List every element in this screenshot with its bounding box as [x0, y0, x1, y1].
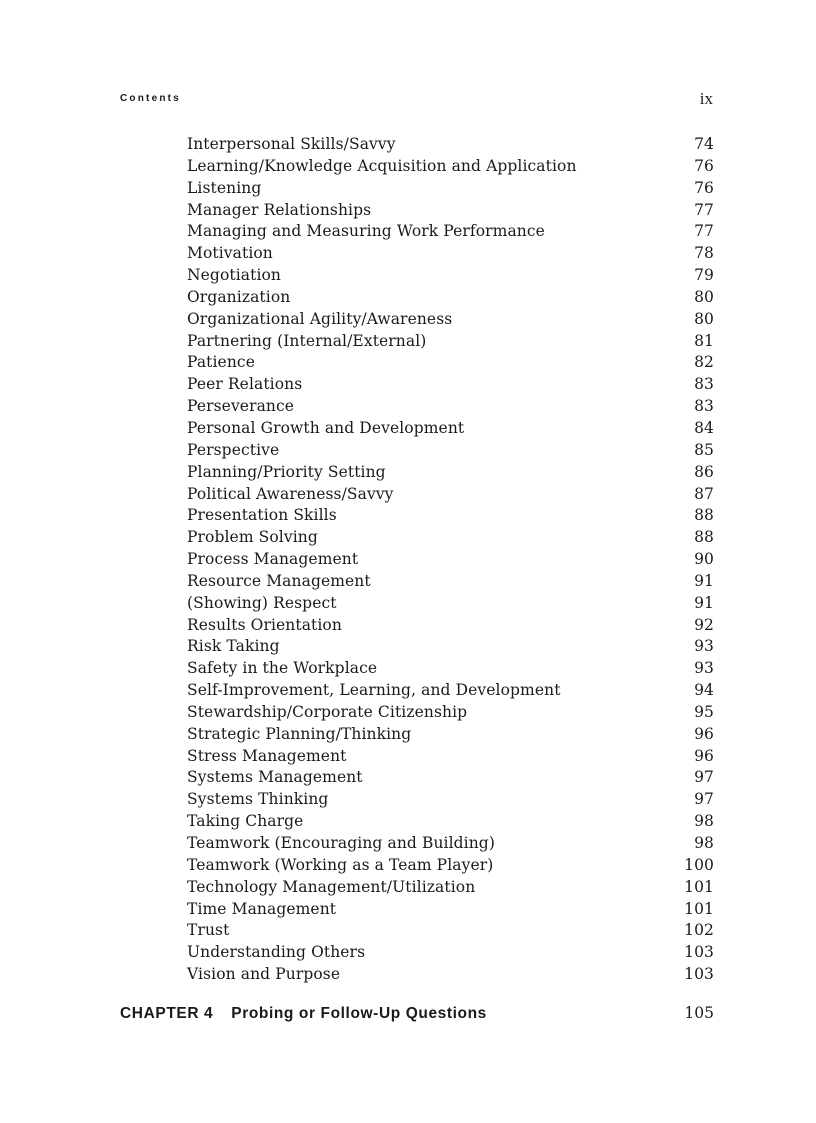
toc-entry-title: Risk Taking: [187, 637, 280, 656]
toc-entry[interactable]: [187, 943, 714, 965]
toc-entry-page: 96: [694, 724, 714, 743]
toc-entry-page: 80: [694, 287, 714, 306]
toc-entry-title: Learning/Knowledge Acquisition and Application: [187, 156, 577, 175]
toc-entry[interactable]: [187, 157, 714, 179]
toc-entry[interactable]: [187, 288, 714, 310]
toc-entry[interactable]: [187, 244, 714, 266]
toc-entry[interactable]: [187, 375, 714, 397]
toc-entry-title: Safety in the Workplace: [187, 659, 378, 678]
toc-entry-page: 84: [694, 418, 714, 437]
toc-entry-title: Manager Relationships: [187, 200, 372, 219]
toc-entry-title: Strategic Planning/Thinking: [187, 724, 412, 743]
chapter-title: Probing or Follow-Up Questions: [231, 1005, 487, 1022]
toc-entry-page: 95: [694, 702, 714, 721]
toc-entry[interactable]: [187, 506, 714, 528]
toc-entry[interactable]: [187, 725, 714, 747]
toc-entry-page: 94: [694, 681, 714, 700]
toc-entry-page: 101: [684, 899, 714, 918]
toc-entry-page: 86: [694, 462, 714, 481]
page-number: ix: [699, 89, 713, 108]
toc-entry-title: Patience: [187, 353, 255, 372]
toc-entry-title: Perseverance: [187, 397, 295, 416]
toc-entry-page: 102: [684, 921, 714, 940]
toc-entry[interactable]: [187, 681, 714, 703]
toc-entry-title: Organization: [187, 287, 291, 306]
toc-entry-title: Managing and Measuring Work Performance: [187, 222, 545, 241]
toc-entry-page: 103: [684, 943, 714, 962]
toc-entry[interactable]: [187, 703, 714, 725]
toc-entry-title: Stewardship/Corporate Citizenship: [187, 702, 468, 721]
toc-entry-page: 93: [694, 637, 714, 656]
toc-entry[interactable]: [187, 485, 714, 507]
toc-entry-title: Time Management: [187, 899, 337, 918]
toc-entry[interactable]: [187, 353, 714, 375]
toc-entry[interactable]: [187, 921, 714, 943]
toc-entry[interactable]: [187, 397, 714, 419]
toc-entry-title: Self-Improvement, Learning, and Development: [187, 681, 561, 700]
toc-entry-page: 82: [694, 353, 714, 372]
toc-entry[interactable]: [187, 550, 714, 572]
toc-entry[interactable]: [187, 572, 714, 594]
toc-entry-title: Planning/Priority Setting: [187, 462, 386, 481]
toc-entry[interactable]: [187, 419, 714, 441]
toc-entry-page: 97: [694, 790, 714, 809]
toc-entry-page: 93: [694, 659, 714, 678]
chapter-page-number: 105: [684, 1004, 714, 1022]
toc-entry-page: 98: [694, 834, 714, 852]
toc-entry-title: Resource Management: [187, 571, 371, 590]
toc-entry-title: Personal Growth and Development: [187, 418, 465, 437]
toc-entry[interactable]: [187, 834, 714, 856]
toc-entry-title: Partnering (Internal/External): [187, 331, 427, 350]
toc-entry[interactable]: [187, 856, 714, 878]
toc-entry[interactable]: [187, 266, 714, 288]
toc-entry-title: Motivation: [187, 244, 273, 263]
toc-entry-title: Taking Charge: [187, 812, 304, 831]
toc-entry-page: 91: [694, 571, 714, 590]
toc-entry-title: Stress Management: [187, 746, 347, 765]
toc-entry-page: 87: [694, 484, 714, 503]
toc-entry-title: Political Awareness/Savvy: [187, 484, 394, 503]
toc-entry-page: 83: [694, 375, 714, 394]
toc-entry[interactable]: [187, 878, 714, 900]
toc-entry-title: Negotiation: [187, 266, 282, 285]
toc-entry-title: Interpersonal Skills/Savvy: [187, 135, 396, 153]
chapter-heading-entry[interactable]: [120, 1004, 714, 1023]
toc-entry-title: Listening: [187, 178, 262, 197]
toc-entry-page: 88: [694, 528, 714, 547]
toc-entry-page: 81: [694, 331, 714, 350]
toc-entry[interactable]: [187, 441, 714, 463]
toc-entry-page: 96: [694, 746, 714, 765]
toc-entry-page: 91: [694, 593, 714, 612]
toc-entry[interactable]: [187, 900, 714, 922]
toc-entry[interactable]: [187, 768, 714, 790]
toc-entry-page: 77: [694, 200, 714, 219]
toc-entry[interactable]: [187, 463, 714, 485]
toc-entry[interactable]: [187, 965, 714, 987]
toc-entry-title: Trust: [187, 921, 230, 940]
toc-entry-page: 74: [694, 135, 714, 153]
toc-entry-page: 97: [694, 768, 714, 787]
toc-entry-title: Results Orientation: [187, 615, 342, 634]
toc-entry[interactable]: [187, 659, 714, 681]
toc-entry-title: Systems Thinking: [187, 790, 329, 809]
toc-entry-title: Perspective: [187, 440, 280, 459]
toc-entry-page: 80: [694, 309, 714, 328]
toc-entry-title: Vision and Purpose: [187, 965, 341, 984]
toc-entry-page: 98: [694, 812, 714, 831]
toc-entry[interactable]: [187, 747, 714, 769]
chapter-label: CHAPTER 4: [120, 1005, 214, 1022]
toc-entry[interactable]: [187, 616, 714, 638]
toc-list: [187, 135, 714, 987]
toc-entry[interactable]: [187, 594, 714, 616]
toc-entry-page: 88: [694, 506, 714, 525]
toc-entry-page: 85: [694, 440, 714, 459]
toc-entry[interactable]: [187, 790, 714, 812]
toc-entry-title: Problem Solving: [187, 528, 318, 547]
toc-entry-title: Process Management: [187, 550, 359, 569]
running-head: Contents: [120, 93, 181, 104]
toc-entry-page: 76: [694, 156, 714, 175]
toc-entry-page: 76: [694, 178, 714, 197]
toc-entry[interactable]: [187, 812, 714, 834]
toc-entry-page: 92: [694, 615, 714, 634]
toc-entry[interactable]: [187, 179, 714, 201]
toc-entry-page: 83: [694, 397, 714, 416]
toc-entry[interactable]: [187, 332, 714, 354]
toc-entry[interactable]: [187, 135, 714, 157]
toc-entry-page: 78: [694, 244, 714, 263]
toc-entry-title: Systems Management: [187, 768, 363, 787]
toc-entry-title: Understanding Others: [187, 943, 366, 962]
toc-entry-title: Teamwork (Encouraging and Building): [187, 834, 495, 852]
toc-entry-title: Technology Management/Utilization: [187, 877, 476, 896]
toc-entry-title: Organizational Agility/Awareness: [187, 309, 453, 328]
toc-entry-page: 103: [684, 965, 714, 984]
toc-entry[interactable]: [187, 637, 714, 659]
toc-entry-page: 101: [684, 877, 714, 896]
toc-entry[interactable]: [187, 201, 714, 223]
toc-entry-title: (Showing) Respect: [187, 593, 337, 612]
toc-entry[interactable]: [187, 310, 714, 332]
toc-entry-title: Peer Relations: [187, 375, 303, 394]
toc-entry-page: 77: [694, 222, 714, 241]
toc-entry-page: 90: [694, 550, 714, 569]
toc-entry-page: 100: [684, 855, 714, 874]
toc-entry-title: Presentation Skills: [187, 506, 337, 525]
toc-entry-title: Teamwork (Working as a Team Player): [187, 855, 494, 874]
toc-entry[interactable]: [187, 222, 714, 244]
toc-entry-page: 79: [694, 266, 714, 285]
toc-entry[interactable]: [187, 528, 714, 550]
